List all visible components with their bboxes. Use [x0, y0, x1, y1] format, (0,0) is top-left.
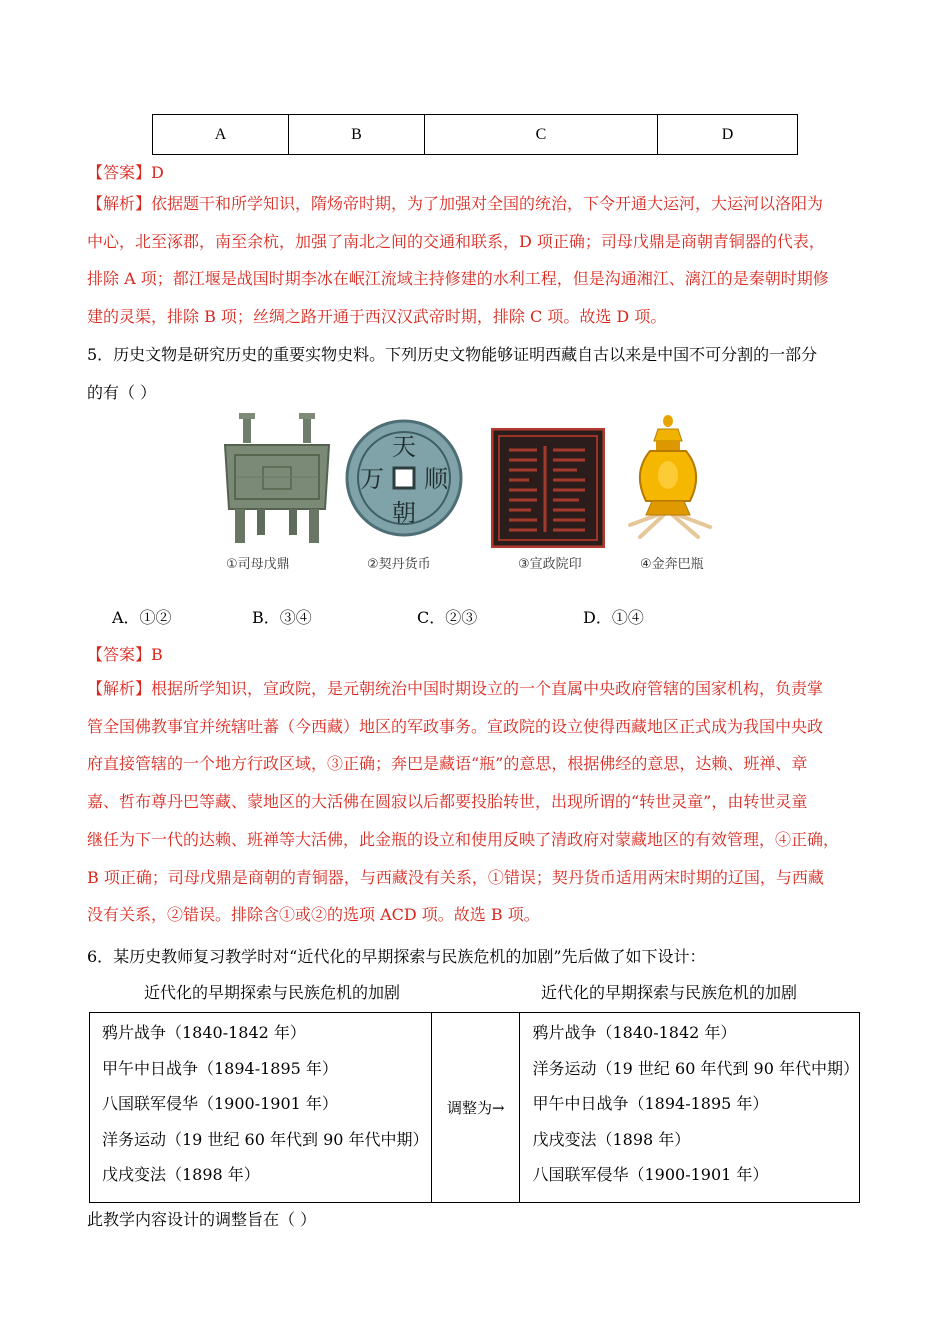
analysis-line: 根据所学知识，宣政院，是元朝统治中国时期设立的一个直属中央政府管辖的国家机构，负责掌	[151, 679, 824, 698]
coin-char-top: 天	[392, 433, 416, 461]
list-item: 戊戌变法（1898 年）	[102, 1165, 260, 1184]
coin-char-left: 万	[360, 465, 384, 493]
list-item: 戊戌变法（1898 年）	[532, 1129, 691, 1149]
q5-analysis	[87, 670, 877, 934]
options-table	[152, 114, 798, 155]
bronze-ding-icon	[221, 413, 333, 549]
artifact-caption: ①司母戊鼎	[226, 557, 290, 572]
option-cell-c: C	[425, 115, 658, 155]
list-item: 八国联军侵华（1900-1901 年）	[102, 1094, 338, 1113]
analysis-line: 管全国佛教事宜并统辖吐蕃（今西藏）地区的军政事务。宣政院的设立使得西藏地区正式成为我国中央政	[87, 716, 824, 736]
analysis-label: 【解析】	[87, 194, 152, 213]
q4-answer	[87, 160, 164, 183]
list-item: 鸦片战争（1840-1842 年）	[102, 1023, 306, 1042]
analysis-line: 继任为下一代的达赖、班禅等大活佛，此金瓶的设立和使用反映了清政府对蒙藏地区的有效管理，④正确，	[87, 829, 840, 849]
stem-line: 5．历史文物是研究历史的重要实物史料。下列历史文物能够证明西藏自古以来是中国不可分割的一部分	[87, 345, 818, 364]
q5-answer	[87, 642, 163, 665]
answer-value: D	[151, 163, 164, 182]
stem-line: 的有（ ）	[87, 382, 157, 402]
option-cell-d: D	[658, 115, 798, 155]
q6-stem: 6．某历史教师复习教学时对“近代化的早期探索与民族危机的加剧”先后做了如下设计：	[87, 947, 706, 966]
list-item: 洋务运动（19 世纪 60 年代到 90 年代中期）	[102, 1129, 429, 1149]
coin-icon	[345, 411, 463, 549]
adjusted-order-cell	[520, 1013, 860, 1203]
list-item: 八国联军侵华（1900-1901 年）	[532, 1165, 769, 1184]
answer-label: 【答案】	[87, 645, 152, 664]
analysis-line: 府直接管辖的一个地方行政区域，③正确；奔巴是藏语“瓶”的意思，根据佛经的意思，达赖、班禅、章	[87, 754, 808, 774]
list-item: 甲午中日战争（1894-1895 年）	[532, 1094, 769, 1113]
analysis-line: 排除 A 项；都江堰是战国时期李冰在岷江流域主持修建的水利工程，但是沟通湘江、漓江的是秦朝时期修	[87, 269, 829, 289]
analysis-line: B 项正确；司母戊鼎是商朝的青铜器，与西藏没有关系，①错误；契丹货币适用两宋时期的辽国，与西藏	[87, 867, 824, 887]
analysis-label: 【解析】	[87, 679, 152, 698]
artifact-caption: ③宣政院印	[518, 557, 582, 572]
golden-urn-icon	[622, 415, 714, 543]
q4-analysis	[87, 185, 877, 336]
coin-char-bottom: 朝	[392, 499, 416, 527]
q5-stem	[87, 336, 877, 411]
list-item: 鸦片战争（1840-1842 年）	[532, 1023, 737, 1042]
q6-question: 此教学内容设计的调整旨在（ ）	[87, 1210, 317, 1229]
coin-char-right: 顺	[424, 465, 448, 493]
list-item: 洋务运动（19 世纪 60 年代到 90 年代中期）	[532, 1058, 859, 1078]
analysis-line: 中心，北至涿郡，南至余杭，加强了南北之间的交通和联系，D 项正确；司母戊鼎是商朝青铜器的代表，	[87, 231, 825, 251]
option-b: B．③④	[252, 608, 312, 627]
seal-icon	[491, 428, 605, 552]
analysis-line: 建的灵渠，排除 B 项；丝绸之路开通于西汉汉武帝时期，排除 C 项。故选 D 项。	[87, 307, 667, 327]
comparison-table	[89, 1012, 860, 1203]
artifact-caption: ②契丹货币	[367, 557, 431, 572]
option-a: A．①②	[112, 608, 172, 627]
analysis-line: 依据题干和所学知识，隋炀帝时期，为了加强对全国的统治，下令开通大运河，大运河以洛阳为	[151, 194, 824, 213]
option-d: D．①④	[583, 608, 644, 627]
artifact-caption: ④金奔巴瓶	[640, 557, 704, 572]
left-table-title: 近代化的早期探索与民族危机的加剧	[144, 983, 401, 1002]
original-order-cell	[90, 1013, 432, 1203]
analysis-line: 没有关系，②错误。排除含①或②的选项 ACD 项。故选 B 项。	[87, 905, 540, 925]
list-item: 甲午中日战争（1894-1895 年）	[102, 1058, 338, 1078]
option-cell-a: A	[153, 115, 289, 155]
option-c: C．②③	[417, 608, 478, 627]
analysis-line: 嘉、哲布尊丹巴等藏、蒙地区的大活佛在圆寂以后都要投胎转世，出现所谓的“转世灵童”，由转世灵童	[87, 792, 808, 812]
option-cell-b: B	[289, 115, 425, 155]
answer-value: B	[151, 645, 163, 664]
adjust-label: 调整为→	[431, 1013, 520, 1203]
answer-label: 【答案】	[87, 163, 152, 182]
right-table-title: 近代化的早期探索与民族危机的加剧	[541, 983, 798, 1002]
